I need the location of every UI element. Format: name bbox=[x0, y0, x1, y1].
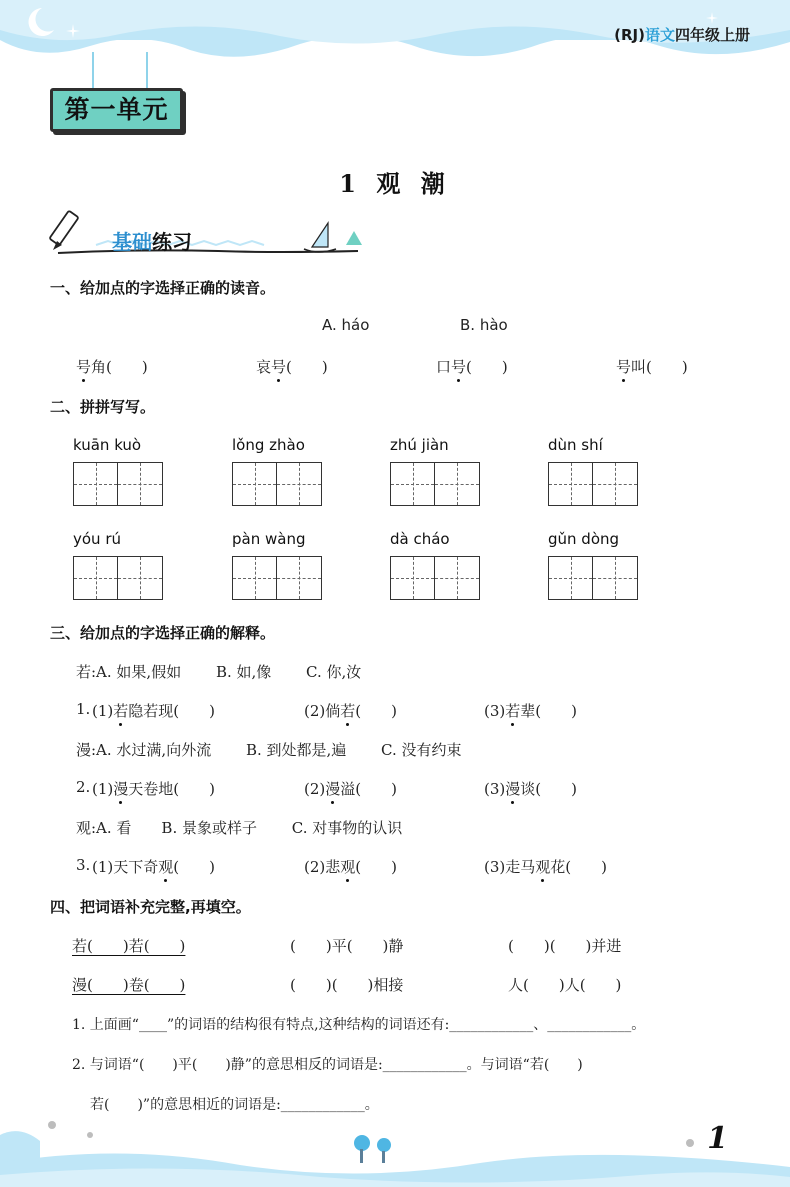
q3-man-num: 2. bbox=[76, 778, 91, 796]
writing-cell[interactable] bbox=[118, 462, 163, 506]
pinyin: zhú jiàn bbox=[390, 436, 449, 454]
q2-title: 二、拼拼写写。 bbox=[50, 398, 156, 416]
q1-item: 号角( ) bbox=[76, 358, 148, 376]
pencil-icon bbox=[49, 211, 78, 250]
header-subject: 语文 bbox=[644, 26, 675, 44]
q4-sub1: 1. 上面画“____”的词语的结构很有特点,这种结构的词语还有:____________、____________。 bbox=[72, 1017, 646, 1033]
q4-idiom: ( )( )相接 bbox=[290, 976, 404, 994]
header-grade: 四年级上册 bbox=[674, 26, 750, 44]
q3-guan-definitions: 观:A. 看 B. 景象或样子 C. 对事物的认识 bbox=[76, 819, 403, 837]
q3-item: (2)悲观( ) bbox=[304, 858, 397, 876]
star-icon bbox=[66, 24, 80, 38]
q1-title: 一、给加点的字选择正确的读音。 bbox=[50, 279, 276, 297]
q1-item: 号叫( ) bbox=[616, 358, 688, 376]
pinyin: lǒng zhào bbox=[232, 436, 305, 454]
q1-option-a: A. háo bbox=[322, 316, 370, 334]
writing-cell[interactable] bbox=[390, 556, 435, 600]
dotted-char: 漫 bbox=[505, 780, 521, 798]
dotted-char: 号 bbox=[616, 358, 632, 376]
practice-label bbox=[112, 226, 192, 255]
writing-cell[interactable] bbox=[548, 556, 593, 600]
q1-option-b: B. hào bbox=[460, 316, 508, 334]
q3-guan-num: 3. bbox=[76, 856, 91, 874]
writing-grid-word bbox=[232, 436, 322, 506]
tree-icon bbox=[354, 1135, 391, 1163]
dotted-char: 若 bbox=[340, 702, 356, 720]
dotted-char: 若 bbox=[505, 702, 521, 720]
unit-badge bbox=[50, 88, 183, 132]
q3-title: 三、给加点的字选择正确的解释。 bbox=[50, 624, 276, 642]
practice-label-part1: 基础 bbox=[112, 230, 152, 254]
pinyin: dà cháo bbox=[390, 530, 450, 548]
q1-item: 哀号( ) bbox=[256, 358, 328, 376]
sailboat-icon bbox=[304, 223, 336, 252]
q3-item: (1)天下奇观( ) bbox=[92, 858, 215, 876]
badge-string bbox=[92, 52, 94, 90]
writing-grid-word bbox=[232, 530, 322, 600]
writing-cell[interactable] bbox=[435, 556, 480, 600]
writing-cell[interactable] bbox=[593, 462, 638, 506]
writing-grid-word bbox=[390, 436, 480, 506]
pinyin: gǔn dòng bbox=[548, 530, 620, 548]
q3-item: (1)若隐若现( ) bbox=[92, 702, 215, 720]
tree-icon bbox=[346, 231, 362, 245]
dotted-char: 若 bbox=[113, 702, 129, 720]
pinyin: dùn shí bbox=[548, 436, 603, 454]
badge-string bbox=[146, 52, 148, 90]
dotted-char: 号 bbox=[271, 358, 287, 376]
writing-cell[interactable] bbox=[390, 462, 435, 506]
q3-item: (1)漫天卷地( ) bbox=[92, 780, 215, 798]
q4-sub2-line1: 2. 与词语“( )平( )静”的意思相反的词语是:____________。与词语“若( ) bbox=[72, 1057, 583, 1073]
unit-title: 第一单元 bbox=[64, 95, 169, 124]
q3-ruo-num: 1. bbox=[76, 700, 91, 718]
writing-cell[interactable] bbox=[118, 556, 163, 600]
flower-icon bbox=[48, 1121, 694, 1147]
pinyin: pàn wàng bbox=[232, 530, 306, 548]
dotted-char: 号 bbox=[451, 358, 467, 376]
q3-item: (3)走马观花( ) bbox=[484, 858, 607, 876]
writing-cell[interactable] bbox=[548, 462, 593, 506]
q4-idiom: ( )( )并进 bbox=[508, 937, 622, 955]
dotted-char: 漫 bbox=[325, 780, 341, 798]
pinyin: yóu rú bbox=[73, 530, 122, 548]
q3-man-definitions: 漫:A. 水过满,向外流 B. 到处都是,遍 C. 没有约束 bbox=[76, 741, 462, 759]
q3-item: (3)若辈( ) bbox=[484, 702, 577, 720]
writing-cell[interactable] bbox=[232, 556, 277, 600]
q3-item: (2)倘若( ) bbox=[304, 702, 397, 720]
writing-grid-word bbox=[73, 436, 163, 506]
star-icon bbox=[706, 12, 718, 24]
dotted-char: 观 bbox=[340, 858, 356, 876]
header-label bbox=[614, 24, 750, 45]
writing-cell[interactable] bbox=[277, 556, 322, 600]
writing-cell[interactable] bbox=[593, 556, 638, 600]
q3-ruo-definitions: 若:A. 如果,假如 B. 如,像 C. 你,汝 bbox=[76, 663, 362, 681]
q3-item: (2)漫溢( ) bbox=[304, 780, 397, 798]
dotted-char: 观 bbox=[158, 858, 174, 876]
moon-icon bbox=[20, 4, 60, 38]
q3-item: (3)漫谈( ) bbox=[484, 780, 577, 798]
writing-cell[interactable] bbox=[277, 462, 322, 506]
dotted-char: 漫 bbox=[113, 780, 129, 798]
writing-cell[interactable] bbox=[73, 556, 118, 600]
writing-grid-word bbox=[390, 530, 480, 600]
q4-title: 四、把词语补充完整,再填空。 bbox=[50, 898, 251, 916]
writing-grid-word bbox=[73, 530, 163, 600]
practice-banner bbox=[48, 205, 368, 261]
writing-cell[interactable] bbox=[73, 462, 118, 506]
q4-idiom: ( )平( )静 bbox=[290, 937, 404, 955]
writing-grid-word bbox=[548, 436, 638, 506]
q4-idiom: 人( )人( ) bbox=[508, 976, 622, 994]
header-prefix: (RJ) bbox=[614, 26, 645, 44]
writing-cell[interactable] bbox=[435, 462, 480, 506]
page-number: 1 bbox=[707, 1121, 728, 1156]
practice-label-part2: 练习 bbox=[152, 230, 192, 254]
footer-decoration bbox=[0, 1105, 790, 1187]
q4-sub2-line2: 若( )”的意思相近的词语是:____________。 bbox=[90, 1097, 379, 1113]
lesson-title: 1 观 潮 bbox=[339, 169, 451, 198]
q1-item: 口号( ) bbox=[436, 358, 508, 376]
q4-idiom-underlined: 漫( )卷( ) bbox=[72, 976, 186, 994]
pinyin: kuān kuò bbox=[73, 436, 142, 454]
q4-idiom-underlined: 若( )若( ) bbox=[72, 937, 186, 955]
dotted-char: 号 bbox=[76, 358, 92, 376]
writing-grid-word bbox=[548, 530, 638, 600]
writing-cell[interactable] bbox=[232, 462, 277, 506]
dotted-char: 观 bbox=[535, 858, 551, 876]
